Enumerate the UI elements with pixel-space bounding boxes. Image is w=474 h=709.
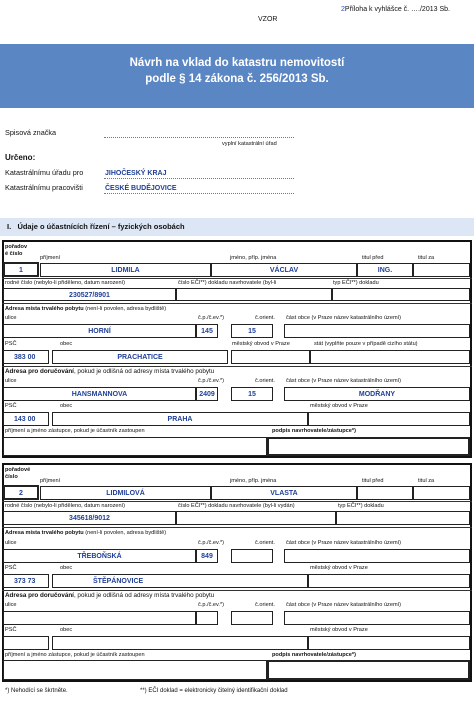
prijmeni-field[interactable] [40,263,211,277]
prijmeni-value: LIDMILOVÁ [106,490,145,497]
d-cp-label: č.p./č.ev.*) [198,602,225,608]
obec-field[interactable] [52,350,228,364]
co-value: 15 [248,328,256,335]
jmeno-field[interactable] [211,486,357,500]
co-label: č.orient. [255,540,275,546]
urad-line [104,178,294,179]
ulice-label: ulice [5,315,17,321]
urad-value[interactable]: JIHOČESKÝ KRAJ [105,170,167,177]
ulice-field[interactable] [3,324,196,338]
obec-label: obec [60,341,73,347]
co-label: č.orient. [255,315,275,321]
adresa-note: (není-li povolen, adresa bydliště) [85,530,167,536]
poradi-value: 2 [19,490,23,497]
ulice-label: ulice [5,540,17,546]
d-obec-value: PRAHA [167,416,193,423]
jmeno-label: jméno, příp. jména [230,255,277,261]
titul-pred-label: titul před [362,478,384,484]
pracoviste-value[interactable]: ČESKÉ BUDĚJOVICE [105,185,177,192]
poradi-label: pořadov [5,244,28,250]
d-cast-label: část obce (v Praze název katastrálního území) [286,602,402,608]
obec-value: ŠTĚPÁNOVICE [93,578,144,585]
urad-label: Katastrálnímu úřadu pro [5,168,84,177]
stat-field[interactable] [310,350,470,364]
d-cast-field[interactable] [284,387,470,401]
co-field[interactable] [231,549,273,563]
podpis-label: podpis navrhovatele/zástupce*) [272,652,356,658]
d-co-field[interactable] [231,611,273,625]
psc-value: 383 00 [14,354,36,361]
cp-label: č.p./č.ev.*) [198,540,225,546]
d-psc-field[interactable] [3,636,49,650]
cp-field[interactable] [196,549,218,563]
d-ulice-field[interactable] [3,611,196,625]
podpis-field[interactable] [267,437,470,456]
zastupce-field[interactable] [3,660,267,680]
cast-label: část obce (v Praze název katastrálního území) [286,540,402,546]
d-ulice-label: ulice [5,602,17,608]
podpis-label: podpis navrhovatele/zástupce*) [272,428,356,434]
d-ulice-value: HANSMANNOVA [71,391,128,398]
prijmeni-label: příjmení [40,478,61,484]
rodne-value: 230527/8901 [69,292,110,299]
titul-za-field[interactable] [413,486,470,500]
d-co-label: č.orient. [255,602,275,608]
eci-label: číslo EČI**) dokladu navrhovatele (byl-li [178,280,277,286]
section-header: I. Údaje o účastnících řízení – fyzických osobách [0,218,474,236]
poradi-label-2: číslo [5,474,18,480]
mestsky-label: městský obvod v Praze [310,565,368,571]
poradi-box[interactable] [3,485,39,500]
d-cast-label: část obce (v Praze název katastrálního území) [286,378,402,384]
title-line1: Návrh na vklad do katastru nemovitostí [129,57,345,69]
zastupce-label: příjmení a jméno zástupce, pokud je účastník zastoupen [5,428,145,434]
ulice-value: TŘEBOŇSKÁ [77,553,122,560]
mestsky-field[interactable] [308,574,470,588]
psc-field[interactable] [3,574,49,588]
psc-label: PSČ [5,565,17,571]
d-mestsky-field[interactable] [308,636,470,650]
poradi-label-2: é číslo [5,251,23,257]
titul-pred-value: ING. [377,267,393,274]
titul-za-label: titul za [418,255,435,261]
mestsky-field[interactable] [231,350,310,364]
d-cp-value: 2409 [199,391,215,398]
obec-field[interactable] [52,574,308,588]
d-ulice-label: ulice [5,378,17,384]
d-psc-label: PSČ [5,403,17,409]
d-cast-field[interactable] [284,611,470,625]
adresa-note: (není-li povolen, adresa bydliště) [85,306,167,312]
poradi-box[interactable] [3,262,39,277]
podpis-field[interactable] [267,660,470,680]
d-psc-field[interactable] [3,412,49,426]
d-mestsky-label: městský obvod v Praze [310,403,368,409]
urceno-label: Určeno: [5,153,36,162]
d-obec-label: obec [60,627,73,633]
titul-pred-field[interactable] [357,263,413,277]
jmeno-value: VÁCLAV [269,267,299,274]
prijmeni-field[interactable] [40,486,211,500]
d-cp-field[interactable] [196,611,218,625]
d-cast-value: MODŘANY [358,391,396,398]
footnote-2: **) EČI doklad = elektronicky čitelný identifikační doklad [140,688,288,694]
cast-field[interactable] [284,324,470,338]
poradi-value: 1 [19,267,23,274]
prijmeni-value: LIDMILA [111,267,140,274]
titul-pred-label: titul před [362,255,384,261]
cast-label: část obce (v Praze název katastrálního území) [286,315,402,321]
d-obec-field[interactable] [52,636,308,650]
d-mestsky-field[interactable] [308,412,470,426]
prijmeni-label: příjmení [40,255,61,261]
priloha-label: 2Příloha k vyhlášce č. …./2013 Sb. [341,6,450,13]
zastupce-field[interactable] [3,437,267,456]
typ-eci-label: typ EČI**) dokladu [333,280,379,286]
psc-value: 373 73 [14,578,36,585]
dorucovani-note: , pokud je odlišná od adresy místa trvalého pobytu [73,592,215,599]
eci-field[interactable] [176,511,336,525]
d-co-field[interactable] [231,387,273,401]
d-obec-field[interactable] [52,412,308,426]
typ-eci-field[interactable] [332,288,470,301]
poradi-label: pořadové [5,467,31,473]
d-obec-label: obec [60,403,73,409]
rodne-label: rodné číslo (nebylo-li přiděleno, datum narození) [5,503,126,509]
pracoviste-label: Katastrálnímu pracovišti [5,183,83,192]
stat-label: stát (vyplňte pouze v případě cizího státu) [314,341,418,347]
typ-eci-field[interactable] [336,511,470,525]
d-psc-value: 143 00 [14,416,36,423]
psc-field[interactable] [3,350,49,364]
obec-value: PRACHATICE [117,354,163,361]
d-mestsky-label: městský obvod v Praze [310,627,368,633]
adresa-label: Adresa místa trvalého pobytu [5,530,84,536]
psc-label: PSČ [5,341,17,347]
title-line2: podle § 14 zákona č. 256/2013 Sb. [145,73,329,85]
eci-field[interactable] [176,288,332,301]
titul-pred-field[interactable] [357,486,413,500]
cast-field[interactable] [284,549,470,563]
eci-label: číslo EČI**) dokladu navrhovatele (byl-li vydán) [178,503,295,509]
typ-eci-label: typ EČI**) dokladu [338,503,384,509]
spisova-field[interactable] [104,137,294,138]
rodne-value: 345618/9012 [69,515,110,522]
d-cp-field[interactable] [196,387,218,401]
vzor-label: VZOR [258,16,278,23]
adresa-label: Adresa místa trvalého pobytu [5,306,84,312]
title-banner [0,44,474,108]
mestsky-label: městský obvod v Praze [232,341,290,347]
cp-value: 849 [201,553,213,560]
d-ulice-field[interactable] [3,387,196,401]
zastupce-label: příjmení a jméno zástupce, pokud je účastník zastoupen [5,652,145,658]
d-cp-label: č.p./č.ev.*) [198,378,225,384]
dorucovani-label: Adresa pro doručování [5,592,74,599]
rodne-field[interactable] [3,288,176,301]
obec-label: obec [60,565,73,571]
cp-value: 145 [201,328,213,335]
d-co-value: 15 [248,391,256,398]
rodne-label: rodné číslo (nebylo-li přiděleno, datum narození) [5,280,126,286]
jmeno-label: jméno, příp. jména [230,478,277,484]
jmeno-field[interactable] [211,263,357,277]
cp-label: č.p./č.ev.*) [198,315,225,321]
rodne-field[interactable] [3,511,176,525]
dorucovani-label: Adresa pro doručování [5,368,74,375]
d-psc-label: PSČ [5,627,17,633]
dorucovani-note: , pokud je odlišná od adresy místa trvalého pobytu [73,368,215,375]
jmeno-value: VLASTA [270,490,298,497]
ulice-field[interactable] [3,549,196,563]
titul-za-field[interactable] [413,263,470,277]
d-co-label: č.orient. [255,378,275,384]
cp-field[interactable] [196,324,218,338]
spisova-label: Spisová značka [5,128,57,137]
pracoviste-line [104,193,294,194]
footnote-1: *) Nehodící se škrtněte. [5,688,68,694]
vyplni-note: vyplní katastrální úřad [222,141,277,147]
titul-za-label: titul za [418,478,435,484]
ulice-value: HORNÍ [88,328,111,335]
co-field[interactable] [231,324,273,338]
